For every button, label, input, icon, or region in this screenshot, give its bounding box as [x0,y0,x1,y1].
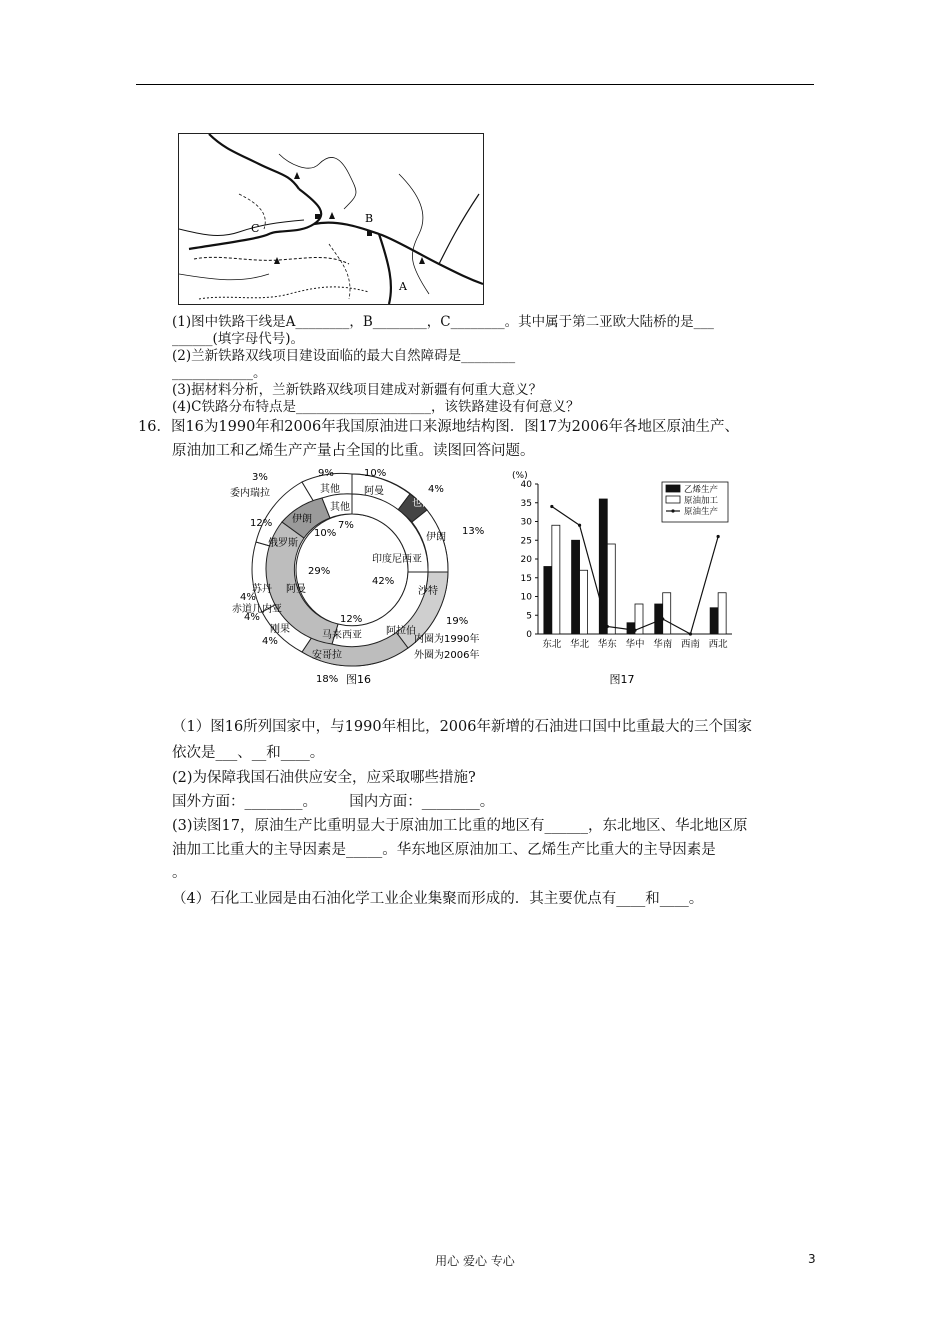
y-tick-label: 5 [526,611,532,622]
bar-乙烯生产 [627,623,635,634]
bar-原油加工 [607,544,615,634]
fig16-outer-pct-4: 19% [446,616,469,627]
q15-line1: (1)图中铁路干线是A________，B________，C________。其中属于第二亚欧大陆桥的是___ [172,314,714,330]
q15-line2: ______(填字母代号)。 [172,331,305,347]
q16-stem-line1: 16．图16为1990年和2006年我国原油进口来源地结构图．图17为2006年各地区原油生产、 [138,419,740,435]
legend-swatch [666,496,680,503]
fig16-outer-pct-8: 4% [262,636,278,647]
x-tick-label: 东北 [542,639,562,650]
map-label-c: C [251,222,260,235]
answer-line4: 国外方面：________。 国内方面：________。 [172,794,495,810]
fig17-chart [500,462,748,692]
answer-line2: 依次是___、__和____。 [172,745,325,761]
map-label-a: A [399,280,407,293]
legend-label: 乙烯生产 [684,485,719,495]
y-axis-label: (%) [512,471,528,481]
q15-line6: (4)C铁路分布特点是____________________，该铁路建设有何意义？ [172,399,580,415]
bar-乙烯生产 [710,608,718,634]
answer-line5: (3)读图17，原油生产比重明显大于原油加工比重的地区有______，东北地区、华北地区原 [172,818,748,834]
answer-line1: （1）图16所列国家中，与1990年相比，2006年新增的石油进口国中比重最大的三个国家 [172,719,752,735]
fig16-outer-pct-2: 4% [428,484,444,495]
fig16-inner-label-3: 伊朗 [292,514,312,525]
fig16-outer-label-9: 苏丹 [252,584,272,595]
bar-原油加工 [552,525,560,634]
answer-line7: 。 [172,865,187,881]
fig16-outer-label-5: 阿拉伯 [386,626,416,637]
bar-原油加工 [580,570,588,634]
fig16-inner-pct-4: 7% [338,520,354,531]
x-tick-label: 西南 [680,639,700,650]
y-tick-label: 10 [520,592,532,603]
page-number: 3 [808,1252,816,1266]
figure-17 [500,462,748,692]
x-tick-label: 华北 [570,639,590,650]
y-tick-label: 15 [520,573,532,584]
fig16-outer-pct-3: 13% [462,526,485,537]
railway-map [178,133,484,305]
fig16-inner-label-2: 阿曼 [286,584,306,595]
bar-原油加工 [663,593,671,634]
answer-line6: 油加工比重大的主导因素是_____。华东地区原油加工、乙烯生产比重大的主导因素是 [172,842,716,858]
fig16-note-2006: 外圈为2006年 [414,650,480,661]
q15-line4: ____________。 [172,365,267,381]
fig16-inner-label-1: 马来西亚 [322,630,362,641]
q15-line5: (3)据材料分析，兰新铁路双线项目建成对新疆有何重大意义？ [172,382,543,398]
fig17-caption: 图17 [609,673,635,686]
fig16-inner-pct-2: 29% [308,566,331,577]
point-原油生产 [717,535,720,538]
bar-乙烯生产 [572,540,580,634]
x-tick-label: 西北 [708,639,728,650]
y-tick-label: 40 [520,480,532,490]
fig16-outer-pct-5: 18% [316,674,339,685]
fig16-outer-label-8: 赤道几内亚 [232,604,282,615]
fig16-outer-pct-9: 12% [250,518,273,529]
fig16-caption: 图16 [346,673,371,686]
bar-原油加工 [718,593,726,634]
y-tick-label: 25 [520,536,532,547]
fig16-outer-pct-0: 9% [318,468,334,479]
fig16-donut [222,462,494,692]
footer-text: 用心 爱心 专心 [435,1254,515,1268]
fig16-outer-label-0: 其他 [320,484,340,495]
q16-stem-line2: 原油加工和乙烯生产产量占全国的比重。读图回答问题。 [172,443,535,459]
fig16-outer-label-1: 阿曼 [364,486,384,497]
map-label-b: B [365,212,374,225]
fig16-inner-pct-0: 42% [372,576,395,587]
answer-line8: （4）石化工业园是由石油化学工业企业集聚而形成的．其主要优点有____和____。 [172,891,704,907]
fig16-outer-label-10: 俄罗斯 [268,538,298,549]
fig16-inner-label-4: 其他 [330,502,350,513]
fig16-inner-label-0: 印度尼西亚 [372,554,422,565]
x-tick-label: 华南 [653,639,673,650]
point-原油生产 [578,524,581,527]
fig16-outer-label-4: 沙特 [418,586,438,597]
fig16-outer-label-2: 也门 [412,498,432,509]
fig16-outer-pct-6: 4% [244,612,260,623]
fig16-note-1990: 内圈为1990年 [414,634,480,645]
map-drawing [179,134,483,304]
legend-swatch [666,485,680,492]
point-原油生产 [661,617,664,620]
x-tick-label: 华东 [597,639,617,650]
y-tick-label: 35 [520,498,532,509]
fig16-outer-pct-1: 10% [364,468,387,479]
header-rule [136,84,814,85]
y-tick-label: 0 [526,630,532,640]
answer-line3: (2)为保障我国石油供应安全，应采取哪些措施? [172,770,476,786]
legend-swatch-point [671,509,674,512]
fig16-outer-label-3: 伊朗 [426,532,446,543]
y-tick-label: 20 [520,555,532,565]
fig16-outer-pct-7: 4% [240,592,256,603]
point-原油生产 [633,629,636,632]
fig16-outer-label-6: 安哥拉 [312,650,342,661]
q15-line3: (2)兰新铁路双线项目建设面临的最大自然障碍是________ [172,348,516,364]
figure-16 [222,462,494,692]
point-原油生产 [689,632,692,635]
point-原油生产 [550,505,553,508]
y-tick-label: 30 [520,517,532,528]
legend-label: 原油加工 [684,496,719,506]
fig16-outer-label-7: 刚果 [270,624,290,635]
fig16-outer-label-11: 委内瑞拉 [230,488,270,499]
fig16-outer-pct-10: 3% [252,472,268,483]
bar-乙烯生产 [544,567,552,635]
fig16-inner-pct-1: 12% [340,614,363,625]
legend-label: 原油生产 [684,507,719,517]
x-tick-label: 华中 [625,639,645,650]
fig16-inner-pct-3: 10% [314,528,337,539]
point-原油生产 [606,625,609,628]
